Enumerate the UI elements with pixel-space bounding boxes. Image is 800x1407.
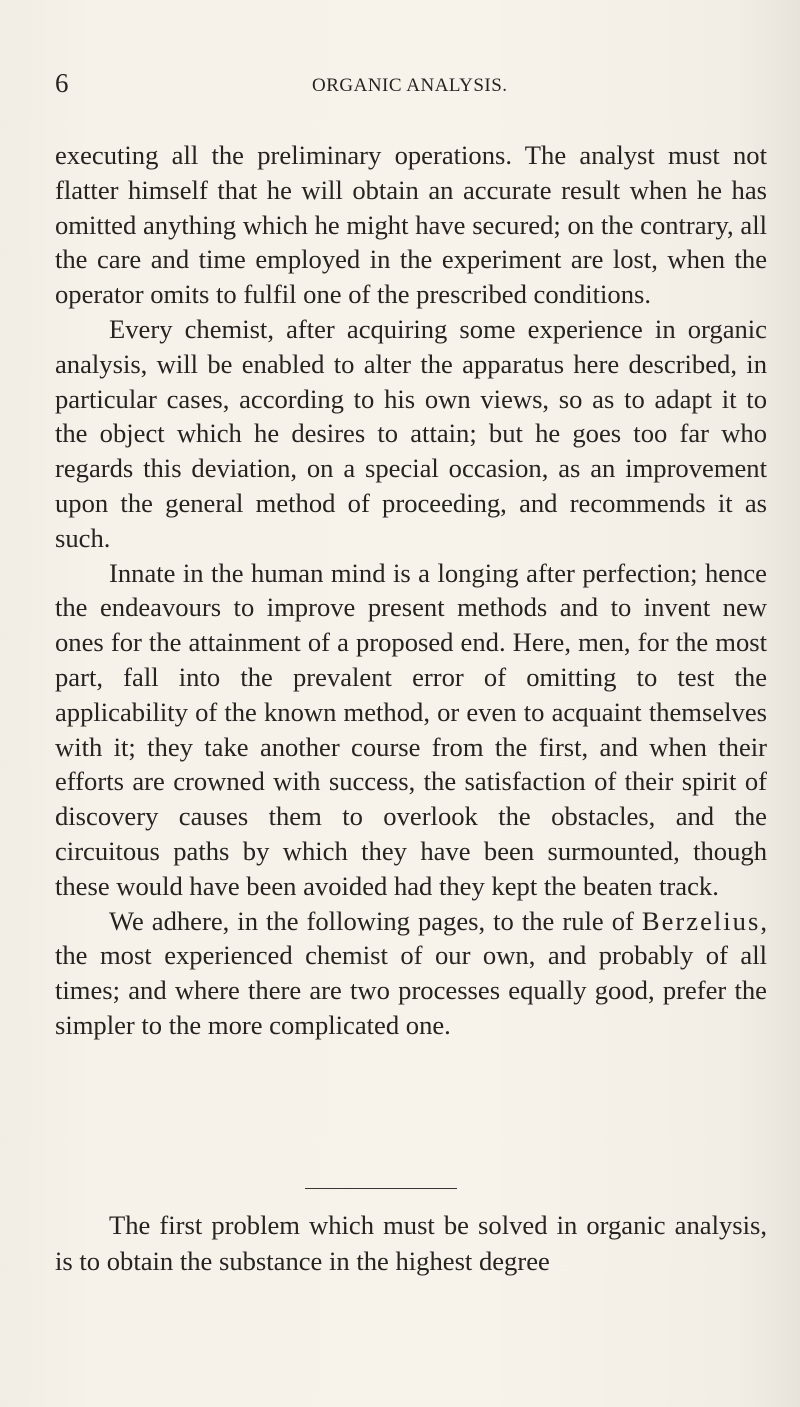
paragraph-berzelius [55,904,767,1043]
paragraph-berzelius-start: We adhere, in the following pages, to the rule of [109,905,634,936]
page-number: 6 [55,68,69,98]
main-text [55,138,767,1043]
paragraph-first-problem: The first problem which must be solved in organic analysis, is to obtain the substance in the highest degree [55,1210,767,1276]
section-divider [305,1188,457,1189]
paragraph-every-chemist: Every chemist, after acquiring some experience in organic analysis, will be enabled to alter the apparatus here described, in particular cases, according to his own views, so as to adapt it to the object which he desires to attain; but he goes too far who regards this deviation, on a special occasion, as an improvement upon the general method of proceeding, and recommends it as such. [55,313,767,553]
running-title: ORGANIC ANALYSIS. [312,75,508,96]
berzelius-name: Berzelius [641,905,761,936]
paragraph-continuation: executing all the preliminary operations. The analyst must not flatter himself that he will obtain an accurate result when he has omitted anything which he might have secured; on the contrary, all the care and time employed in the experiment are lost, when the operator omits to fulfil one of the prescribed conditions. [55,140,767,310]
paragraph-berzelius-end: , the most experienced chemist of our own, and probably of all times; and where there are two processes equally good, prefer the simpler to the more complicated one. [55,905,767,1040]
paragraph-innate: Innate in the human mind is a longing after perfection; hence the endeavours to improve present methods and to invent new ones for the attainment of a proposed end. Here, men, for the most part, fall into the prevalent error of omitting to test the applicability of the known method, or even to acquaint themselves with it; they take another course from the first, and when their efforts are crowned with success, the satisfaction of their spirit of discovery causes them to overlook the obstacles, and the circuitous paths by which they have been surmounted, though these would have been avoided had they kept the beaten track. [55,557,767,901]
